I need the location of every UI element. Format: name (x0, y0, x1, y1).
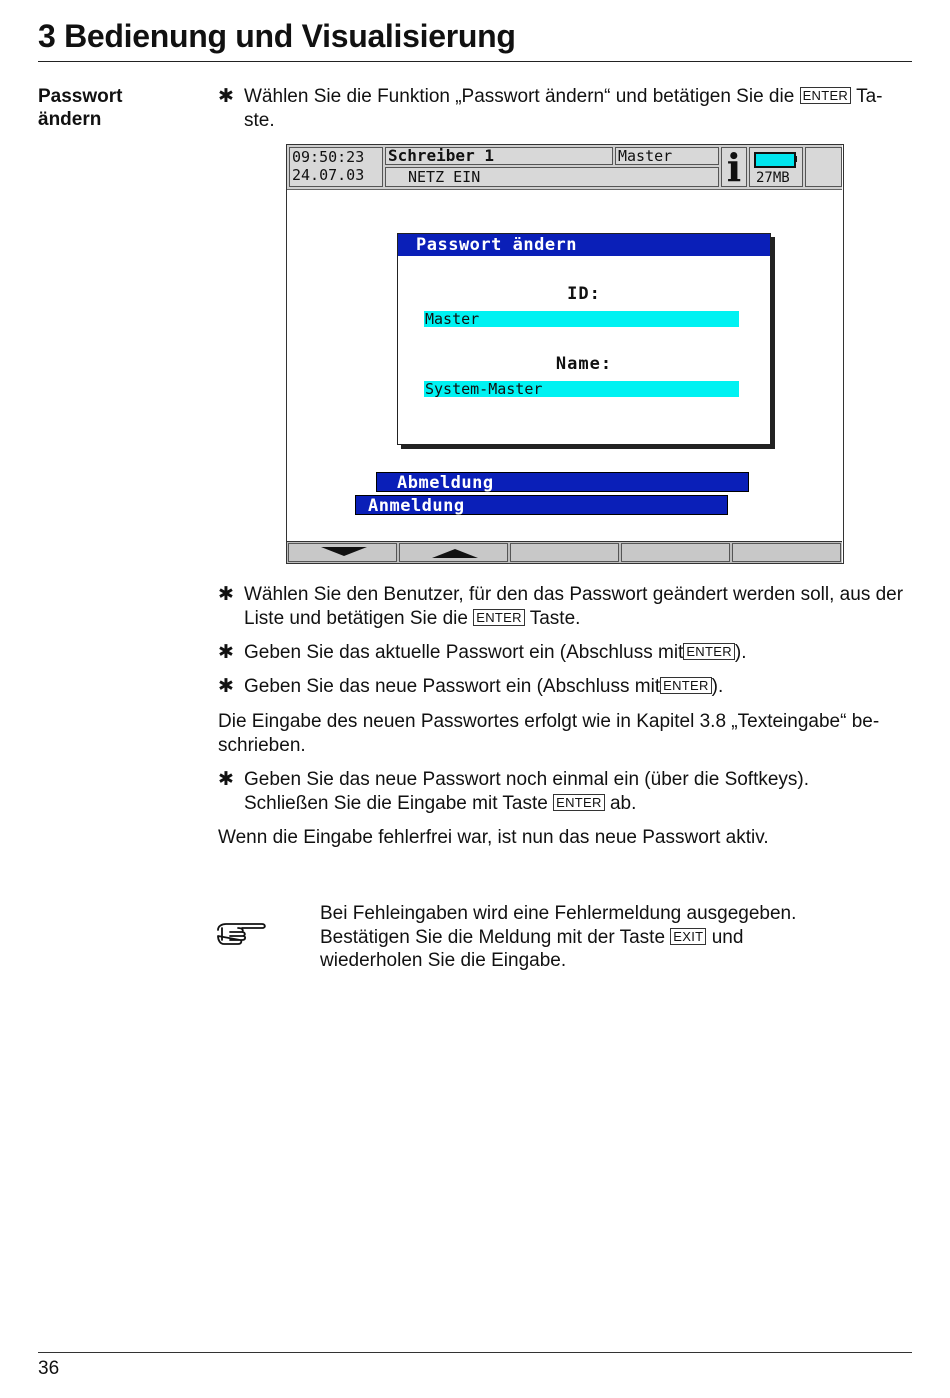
step-text-end: ab. (609, 792, 637, 814)
softkey-up[interactable] (399, 543, 508, 562)
softkey-bar (287, 541, 842, 563)
info-icon[interactable]: i (721, 147, 747, 187)
memory-card-icon (754, 152, 796, 168)
paragraph-text-input: Die Eingabe des neuen Passwortes erfolgt wie in Kapitel 3.8 „Texteingabe“ be-schrieben. (218, 711, 880, 756)
step-current-password (218, 641, 913, 665)
bullet-marker: ✱ (218, 86, 234, 107)
device-status-bar (287, 145, 842, 190)
note-box (320, 902, 880, 973)
arrow-up-icon (432, 549, 478, 558)
step-new-password (218, 675, 913, 699)
device-clock (289, 147, 383, 187)
section-heading-line2: ändern (38, 109, 102, 130)
bullet-marker: ✱ (218, 769, 234, 790)
device-user: Master (615, 147, 719, 165)
dialog-title: Passwort ändern (398, 234, 770, 256)
memory-card-icon-tip (794, 156, 797, 162)
menu-item-logout[interactable]: Abmeldung (376, 472, 749, 492)
step-text-end: Ta-ste. (244, 86, 883, 131)
page-number: 36 (38, 1358, 60, 1379)
arrow-down-icon (321, 547, 367, 556)
chapter-title: 3 Bedienung und Visualisierung (38, 18, 516, 54)
exit-key-label: EXIT (670, 928, 706, 945)
step-text-end: ). (734, 642, 747, 663)
memory-indicator (749, 147, 803, 187)
step-confirm-password (218, 768, 913, 815)
softkey-3[interactable] (510, 543, 619, 562)
name-label: Name: (555, 354, 613, 374)
device-status-text: NETZ EIN (385, 167, 719, 187)
device-recorder-name: Schreiber 1 (385, 147, 613, 165)
section-heading-line1: Passwort (38, 86, 123, 107)
header-rule (38, 61, 912, 62)
note-text-end: und (711, 926, 744, 948)
section-heading (38, 85, 188, 131)
device-screen (286, 144, 844, 564)
enter-key-label: ENTER (473, 609, 525, 626)
enter-key-label: ENTER (800, 87, 852, 104)
softkey-5[interactable] (732, 543, 841, 562)
bullet-marker: ✱ (218, 584, 234, 605)
step-text-second-line: Schließen Sie die Eingabe mit Taste (244, 792, 548, 814)
note-line2 (320, 926, 880, 950)
bullet-marker: ✱ (218, 642, 234, 663)
enter-key-label: ENTER (660, 677, 712, 694)
id-field[interactable]: Master (424, 311, 739, 327)
step-text: Geben Sie das neue Passwort noch einmal ein (über die Softkeys). (244, 769, 810, 790)
menu-item-login[interactable]: Anmeldung (355, 495, 728, 515)
step-text-end: ). (711, 676, 724, 697)
enter-key-label: ENTER (683, 643, 735, 660)
bullet-marker: ✱ (218, 676, 234, 697)
step-text: Geben Sie das neue Passwort ein (Abschluss mit (244, 676, 661, 697)
status-blank-field (805, 147, 842, 187)
step-text-end: Taste. (529, 607, 581, 629)
note-line3: wiederholen Sie die Eingabe. (320, 950, 567, 971)
step-text: Wählen Sie die Funktion „Passwort ändern“ und betätigen Sie die (244, 86, 795, 107)
step-select-user (218, 583, 913, 630)
softkey-down[interactable] (288, 543, 397, 562)
pointing-hand-icon (216, 918, 268, 946)
memory-free: 27MB (756, 170, 790, 186)
footer-rule (38, 1352, 912, 1353)
change-password-dialog (397, 233, 771, 445)
note-text: Bestätigen Sie die Meldung mit der Taste (320, 926, 666, 948)
step-text: Wählen Sie den Benutzer, für den das Passwort geändert werden soll, aus der Liste und betätigen Sie die (244, 584, 904, 629)
note-line1: Bei Fehleingaben wird eine Fehlermeldung ausgegeben. (320, 903, 797, 924)
step-text: Geben Sie das aktuelle Passwort ein (Abschluss mit (244, 642, 684, 663)
name-field[interactable]: System-Master (424, 381, 739, 397)
device-date: 24.07.03 (292, 166, 365, 184)
paragraph-password-active: Wenn die Eingabe fehlerfrei war, ist nun das neue Passwort aktiv. (218, 827, 769, 848)
softkey-4[interactable] (621, 543, 730, 562)
id-label: ID: (567, 284, 601, 304)
device-time: 09:50:23 (292, 148, 365, 166)
enter-key-label: ENTER (553, 794, 605, 811)
step-select-function (218, 85, 913, 132)
